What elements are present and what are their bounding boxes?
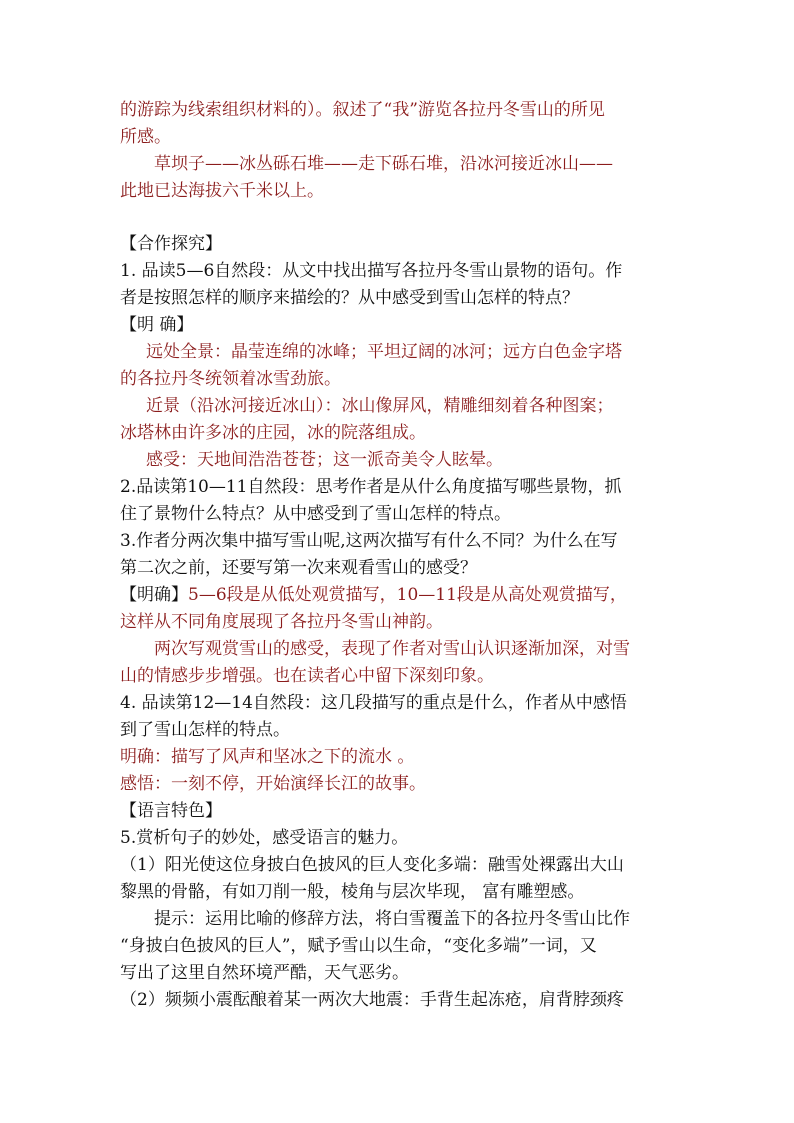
intro-line-1: 的游踪为线索组织材料的）。叙述了“我”游览各拉丹冬雪山的所见 bbox=[120, 100, 605, 120]
a4-line-1: 明确：描写了风声和坚冰之下的流水 。 bbox=[120, 747, 415, 767]
q1-line-2: 者是按照怎样的顺序来描绘的？从中感受到雪山怎样的特点？ bbox=[120, 288, 579, 308]
a1-line-1: 远处全景：晶莹连绵的冰峰；平坦辽阔的冰河；远方白色金字塔 bbox=[146, 342, 622, 362]
q2-line-2: 住了景物什么特点？从中感受到了雪山怎样的特点。 bbox=[120, 504, 511, 524]
a1-line-4: 冰塔林由许多冰的庄园，冰的院落组成。 bbox=[120, 423, 426, 443]
s1-line-1: （1）阳光使这位身披白色披风的巨人变化多端：融雪处裸露出大山 bbox=[120, 855, 624, 875]
heading-lang: 【语言特色】 bbox=[120, 801, 222, 821]
a3-label: 【明确】 bbox=[120, 585, 188, 605]
route-line-1: 草坝子——冰丛砾石堆——走下砾石堆，沿冰河接近冰山—— bbox=[154, 154, 613, 174]
heading-coop: 【合作探究】 bbox=[120, 234, 222, 254]
q1-line-1: 1. 品读5—6自然段：从文中找出描写各拉丹冬雪山景物的语句。作 bbox=[120, 261, 623, 281]
a4-line-2: 感悟：一刻不停，开始演绎长江的故事。 bbox=[120, 774, 426, 794]
tip-line-1: 提示：运用比喻的修辞方法，将白雪覆盖下的各拉丹冬雪山比作 bbox=[154, 909, 630, 929]
a3-text-1: 5—6段是从低处观赏描写，10—11段是从高处观赏描写， bbox=[188, 585, 627, 605]
a3-line-3: 两次写观赏雪山的感受，表现了作者对雪山认识逐渐加深，对雪 bbox=[154, 639, 630, 659]
a3-line-4: 山的情感步步增强。也在读者心中留下深刻印象。 bbox=[120, 666, 494, 686]
tip-line-3: 写出了这里自然环境严酷，天气恶劣。 bbox=[120, 963, 409, 983]
a1-line-3: 近景（沿冰河接近冰山）：冰山像屏风，精雕细刻着各种图案； bbox=[146, 396, 614, 416]
a3-line-2: 这样从不同角度展现了各拉丹冬雪山神韵。 bbox=[120, 612, 443, 632]
route-line-2: 此地已达海拔六千米以上。 bbox=[120, 181, 324, 201]
a1-line-5: 感受：天地间浩浩苍苍；这一派奇美令人眩晕。 bbox=[146, 450, 503, 470]
intro-line-2: 所感。 bbox=[120, 127, 171, 147]
a1-line-2: 的各拉丹冬统领着冰雪劲旅。 bbox=[120, 369, 341, 389]
mingque-label: 【明 确】 bbox=[120, 315, 194, 335]
q5-line: 5.赏析句子的妙处，感受语言的魅力。 bbox=[120, 828, 409, 848]
q3-line-1: 3.作者分两次集中描写雪山呢,这两次描写有什么不同？为什么在写 bbox=[120, 531, 618, 551]
q2-line-1: 2.品读第10—11自然段：思考作者是从什么角度描写哪些景物，抓 bbox=[120, 477, 622, 497]
s2-line-1: （2）频频小震酝酿着某一两次大地震：手背生起冻疮，肩背脖颈疼 bbox=[120, 990, 624, 1010]
tip-line-2: “身披白色披风的巨人”，赋予雪山以生命，“变化多端”一词，又 bbox=[120, 936, 597, 956]
q4-line-2: 到了雪山怎样的特点。 bbox=[120, 720, 290, 740]
q3-line-2: 第二次之前，还要写第一次来观看雪山的感受？ bbox=[120, 558, 477, 578]
s1-line-2: 黎黑的骨骼，有如刀削一般，棱角与层次毕现， 富有雕塑感。 bbox=[120, 882, 585, 902]
q4-line-1: 4. 品读第12—14自然段：这几段描写的重点是什么，作者从中感悟 bbox=[120, 693, 627, 713]
a3-line-1 bbox=[120, 582, 627, 608]
